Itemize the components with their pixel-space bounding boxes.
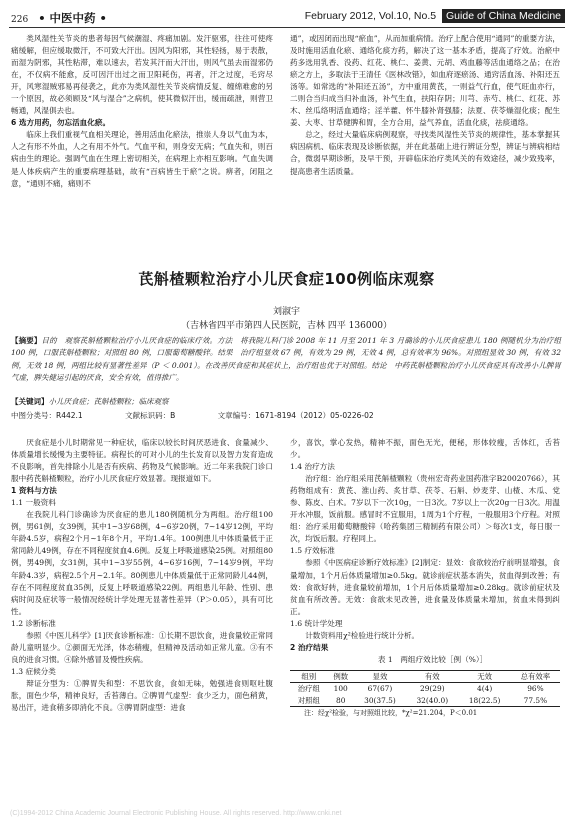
table-caption: 表 1 两组疗效比较［例（%）］	[377, 654, 488, 664]
table-cell: 80	[336, 695, 346, 705]
paragraph: 厌食症是小儿时期常见一种症状，临床以较长时间厌恶进食、食量减少、体质量增长缓慢为主要特征。病程长的可对小儿的生长发育以及智力发育造成不良影响，首先排除小儿是否有疾病、药物及气候影响。近二年来我院门诊口服中药芪斛楂颗粒，治疗小儿厌食症疗效显著。现报道如下。	[11, 438, 273, 484]
prev-article-left-column	[11, 33, 273, 190]
section-heading: 2 治疗结果	[290, 642, 329, 652]
paragraph: 辩证分型为：①脾胃失和型：不思饮食，食如无味，勉强进食则呕吐腹胀，面色少华，精神良好，舌苔薄白。②脾胃气虚型：食少乏力，面色稍黄，易出汗，进食稍多即消化不良。③脾胃阴虚型：进食	[11, 678, 273, 713]
table-cell: 18(22.5)	[468, 695, 501, 705]
paragraph: 临床上我们重视气血相关理论，善用活血化瘀法，推崇人身以气血为本，人之有形不外血，人之有用不外气。气血平和，则身安无病；气血失和，则百病由生的理论。强调气血在生理上密切相关，在病理上亦相互影响。气血失调是人体疾病产生的重要病理基础，故有“百病皆生于瘀”之说。痹者，闭阻之意，“通则不痛，痛则不	[11, 130, 273, 188]
section-heading: 6 选方用药，勿忘活血化瘀。	[11, 118, 111, 128]
article-right-text	[290, 437, 560, 654]
prev-article-right-column	[290, 33, 560, 178]
article-number: 文章编号：1671-8194（2012）05-0226-02	[217, 411, 374, 420]
citation-info: February 2012, Vol.10, No.5	[304, 10, 437, 22]
results-table	[290, 670, 560, 708]
running-header-right	[305, 10, 565, 22]
table-header-cell: 无效	[477, 671, 493, 681]
keywords-label: 【关键词】	[11, 397, 49, 406]
article-affiliation: （吉林省四平市第四人民医院，吉林 四平 136000）	[180, 321, 393, 331]
paragraph: 治疗组：治疗组采用芪斛楂颗粒（贵州宏奇药业国药准字B20020766），其药物组成有：黄芪、淮山药、炙甘草、茯苓、石斛、炒麦芽、山楂、木瓜、党参、陈皮、白术。7岁以下一次10g，一日3次。7岁以上一次20g一日3次。用温开水冲服，饭前服。感冒时不宜服用，1周为1个疗程，一般服用3个疗程。对照组：治疗采用葡萄糖酸锌（哈药集团三精制药有限公司）＞每次1支，每日服一次，均饭后服。疗程同上。	[290, 474, 560, 544]
paragraph: 少，喜饮，掌心发热，精神不振，面色无光，便秘，形体较瘦，舌体红，舌苔少。	[290, 438, 560, 460]
table-cell: 67(67)	[367, 684, 393, 694]
article-title: 芪斛楂颗粒治疗小儿厌食症100例临床观察	[138, 270, 435, 288]
table-cell: 100	[333, 684, 348, 694]
table-cell: 29(29)	[420, 684, 445, 694]
page-number: 226	[11, 15, 29, 25]
journal-name-en: Guide of China Medicine	[442, 9, 565, 23]
paragraph: 在我院儿科门诊确诊为厌食症的患儿180例随机分为两组。治疗组100例，男61例，女39例，其中1~3岁68例，4~6岁20例，7~14岁12例，平均年龄4.5岁，病程2个月~1年8个月，平均1.4年。100例患儿中体质量低于正常同龄儿49例，存在不同程度贫血4.6例。反复上呼吸道感染25例。对照组80例，男49例，女31例，其中1~3岁55例，4~6岁16例，7~14岁9例，平均年龄4.3岁，病程2.5个月~2.1年。80例患儿中体质量低于正常同龄儿44例，存在不同程度贫血35例，反复上呼吸道感染22例。两组患儿年龄、性别、患病时间及症状等一般情况经统计学处理无显著性差异（P＞0.05），具有可比性。	[11, 510, 273, 616]
section-heading: 1.6 统计学处理	[290, 618, 343, 628]
abstract-label: 【摘要】	[11, 336, 42, 345]
running-header-left	[11, 10, 107, 26]
table-cell: 96%	[527, 684, 544, 694]
article-author: 刘淑宇	[272, 307, 300, 317]
section-heading: 1.1 一般资料	[11, 498, 56, 508]
table-cell: 30(37.5)	[364, 695, 396, 705]
article-left-column	[11, 437, 273, 714]
table-body	[290, 683, 560, 707]
paragraph: 类风湿性关节炎的患者每因气候潮湿、疼痛加剧。发汗驱邪，往往可使疼痛缓解，但应缓取微汗，不可致大汗出。因风为阳邪，其性轻扬，易于表散，而湿为阴邪，其性粘滞，难以速去，若发其汗而大汗出，则风气虽去而湿邪仍在，不仅病不能愈，反可因汗出过之而卫阳耗伤，再者，汗之过度，毛窍尽开，风寒湿贼邪易再侵袭之，此亦为类风湿性关节炎病情反复、缠绵难愈的另一个原因，故必须顾及“风与湿合”之病机，使其微似汗出，缓而疏泄，则营卫畅通，风湿俱去也。	[11, 34, 273, 116]
table-cell: 治疗组	[297, 684, 320, 694]
keywords-text: 小儿厌食症；芪斛楂颗粒；临床观察	[48, 397, 169, 406]
header-rule	[9, 27, 565, 28]
section-heading: 1.5 疗效标准	[290, 546, 335, 556]
table-header-cell: 组别	[301, 671, 317, 681]
paragraph: 总之，经过大量临床病例观察，寻找类风湿性关节炎的规律性，基本掌握其病因病机、临床表现及诊断依据，并在此基础上进行辨证分型，辨证与辨病相结合，微弱早期诊断，及早干预，开辟临床治疗类风关的有效途径，减少致残率，提高患者生活质量。	[290, 130, 560, 176]
section-heading: 1.3 症候分类	[11, 666, 56, 676]
abstract-body: 目的 观察芪斛楂颗粒治疗小儿厌食症的临床疗效。方法 将我院儿科门诊 2008 年 11 月至 2011 年 3 月确诊的小儿厌食症患儿 180 例随机分为治疗组 100 例，口服芪斛楂颗粒；对照组 80 例，口服葡萄糖酸锌。结果 治疗组显效 67 例，有效为 29 例，无效 4 例，总有效率为 96%。对照组显效 30 例，有效 32 例，无效 18 例，两组比较有显著性差异（P ＜ 0.001）。在改善厌食症和其症状上，治疗组也优于对照组。结论 中药芪斛楂颗粒治疗小儿厌食症具有改善小儿脾胃气虚，脾失健运引起的厌食，安全有效，值得推广。	[11, 336, 561, 382]
paragraph: 计数资料用χ²检验进行统计分析。	[305, 630, 420, 640]
table-row	[290, 695, 560, 707]
journal-section: • 中医中药 •	[38, 11, 107, 25]
table-header-cell: 例数	[333, 671, 349, 681]
keywords	[11, 396, 169, 407]
table-cell: 对照组	[297, 695, 320, 705]
classification-line	[11, 410, 561, 421]
paragraph: 参照《中医病症诊断疗效标准》[2]制定：显效：食欲较治疗前明显增强，食量增加，1个月后体质量增加≥0.5kg。就诊前症状基本消失，贫血得到改善；有效：食欲好转，进食量较前增加，1个月后体质量增加≥0.28kg。就诊前症状及贫血有所改善。无效：食欲未见改善，进食量及体质量未增加，贫血未得到纠正。	[290, 558, 560, 616]
table-header-cell: 有效	[424, 671, 440, 681]
section-heading: 1.4 治疗方法	[290, 462, 335, 472]
paragraph: 通”，或因闭而出现“瘀血”，从而加重病情。治疗上配合使用“通同”的重要方法，及时施用活血化瘀、通络化痰方药，解决了这一基本矛盾，提高了疗效。治瘀中药多选用乳香、没药、红花、桃仁、姜黄、元胡、鸡血藤等活血通络之品；在治瘀之方上，多取法于王清任《医林改错》，如血府逐瘀汤、通窍活血汤、补阳还五汤等。如常选的“补阳还五汤”，方中重用黄芪，一则益气行血，使气旺血亦行，二则合当归成当归补血汤，补气生血，扶阳存阴；川芎、赤芍、桃仁、红花、苏木、丝瓜络明活血通络；淫羊藿、怀牛膝补肾强膝；法夏、茯苓燥湿化痰；配生姜、大枣、甘草健脾和胃，全方合用，益气养血，活血化痰，祛痰通络。	[290, 34, 561, 128]
table-row	[290, 683, 560, 695]
document-code: 文献标识码：B	[125, 411, 176, 420]
table-header-cell: 总有效率	[520, 671, 551, 681]
abstract	[11, 335, 561, 384]
table-header-row	[290, 670, 560, 683]
table-cell: 32(40.0)	[416, 695, 449, 705]
article-right-column	[290, 437, 560, 719]
clc-number: 中图分类号：R442.1	[11, 411, 83, 420]
watermark: (C)1994-2012 China Academic Journal Electronic Publishing House. All rights reserved. http://www.cnki.net	[10, 810, 342, 817]
section-heading: 1.2 诊断标准	[11, 618, 56, 628]
table-cell: 4(4)	[477, 684, 493, 694]
section-heading: 1 资料与方法	[11, 486, 57, 496]
table-cell: 77.5%	[523, 695, 548, 705]
table-note: 注：经χ²检验，与对照组比较，*χ²=21.204，P＜0.01	[304, 709, 478, 718]
paragraph: 参照《中医儿科学》[1]厌食诊断标准：①长期不思饮食，进食量较正常同龄儿童明显少。②颜面无光泽，体态稍瘦，但精神及活动如正常儿童。③有不良的进食习惯。④除外感冒及慢性疾病。	[11, 630, 273, 664]
table-header-cell: 显效	[372, 671, 388, 681]
